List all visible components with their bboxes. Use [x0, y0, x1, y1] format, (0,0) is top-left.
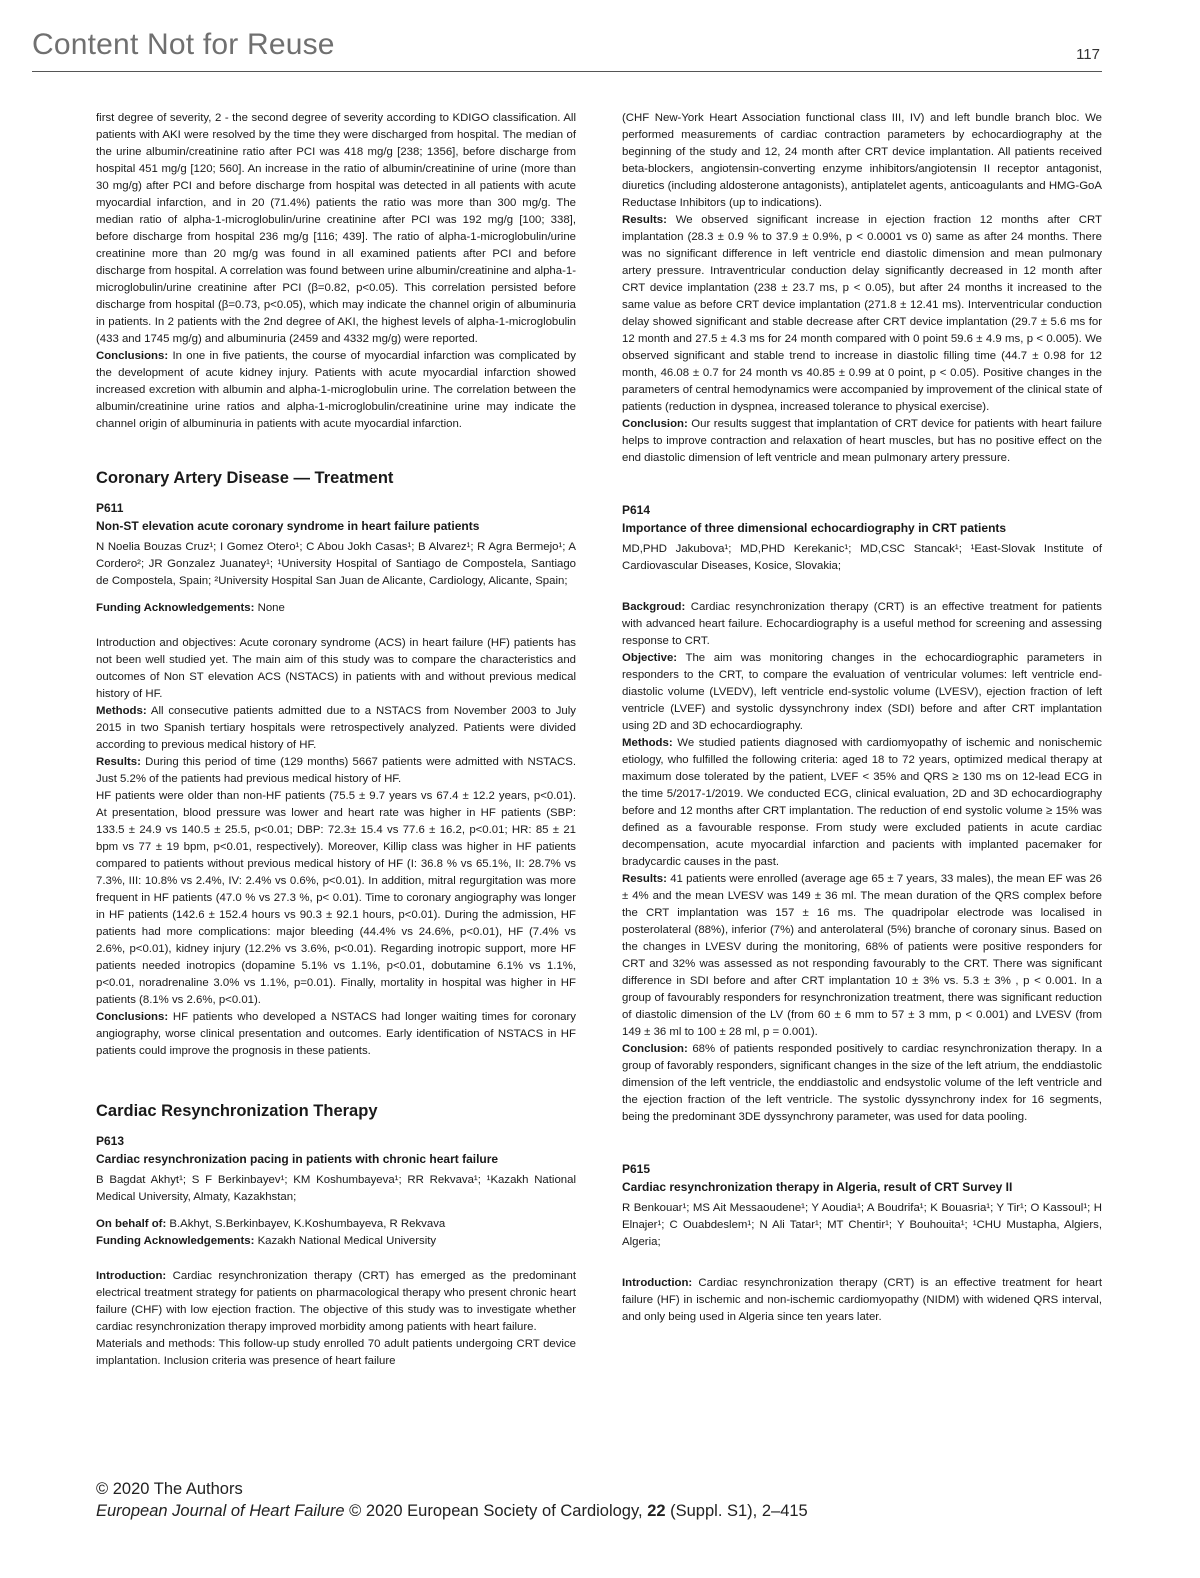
intro-p611: Introduction and objectives: Acute coronary syndrome (ACS) in heart failure (HF) patients has not been well studied yet. The main aim of this study was to compare the characteristics and outcomes of Non ST elevation ACS (NSTACS) in patients with and without previous medical history of HF. [96, 637, 576, 700]
abstract-id-p615: P615 [622, 1162, 651, 1176]
on-behalf-p613: On behalf of: B.Akhyt, S.Berkinbayev, K.Koshumbayeva, R Rekvava [96, 1218, 446, 1230]
header-rule [32, 71, 1102, 72]
footer-copyright: © 2020 The Authors [96, 1480, 243, 1498]
intro-p615: Introduction: Cardiac resynchronization therapy (CRT) is an effective treatment for heart failure (HF) in ischemic and non-ischemic cardiomyopathy (NIDM) with widened QRS interval, and only being used in Algeria since ten years later. [622, 1277, 1102, 1323]
background-p614: Backgroud: Cardiac resynchronization therapy (CRT) is an effective treatment for patients with advanced heart failure. Echocardiography is a useful method for screening and assessing response to CRT. [622, 601, 1102, 647]
abstract-title-p615: Cardiac resynchronization therapy in Algeria, result of CRT Survey II [622, 1180, 1013, 1194]
results-p613: Results: We observed significant increase in ejection fraction 12 months after CRT implantation (28.3 ± 0.9 % to 37.9 ± 0.9%, p < 0.0001 vs 0) same as after 24 months. There was no significant difference in left ventricle end diastolic dimension and mean pulmonary artery pressure. Intraventricular conduction delay significantly decreased in 12 month after CRT device implantation (238 ± 23.7 ms, p < 0.05), but after 24 months it increased to the same value as before CRT device implantation (271.8 ± 12.41 ms). Interventricular conduction delay showed significant and stable decrease after CRT device implantation (29.7 ± 5.6 ms for 12 month and 27.5 ± 4.3 ms for 24 month compared with 0 point 59.6 ± 4.9 ms, p < 0.005). We observed significant and stable trend to increase in diastolic filling time (44.7 ± 0.98 for 12 month, 46.08 ± 0.7 for 24 month vs 40.85 ± 0.99 at 0 point, p < 0.05). Positive changes in the parameters of central hemodynamics were accompanied by improvement of the clinical state of patients (reduction in dyspnea, increased tolerance to physical exercise). [622, 214, 1102, 413]
abstract-title-p613: Cardiac resynchronization pacing in patients with chronic heart failure [96, 1152, 499, 1166]
section-heading-coronary: Coronary Artery Disease — Treatment [96, 469, 394, 487]
authors-p615: R Benkouar¹; MS Ait Messaoudene¹; Y Aoudia¹; A Boudrifa¹; K Bouasria¹; Y Tir¹; O Kassoul¹; H Elnajer¹; C Ouabdeslem¹; N Ali Tatar¹; MT Chentir¹; Y Bouhouita¹; ¹CHU Mustapha, Algiers, Algeria; [622, 1202, 1102, 1248]
methods-p611: Methods: All consecutive patients admitted due to a NSTACS from November 2003 to July 2015 in two Spanish tertiary hospitals were retrospectively analyzed. Patients were divided according to previous medical history of HF. [96, 705, 576, 751]
conclusion-p614: Conclusion: 68% of patients responded positively to cardiac resynchronization therapy. In a group of favorably responders, significant changes in the size of the left atrium, the enddiastolic dimension of the left ventricle, the enddiastolic and endsystolic volume of the left ventricle and the ejection fraction of the left ventricle. The systolic dyssynchrony index for 16 segments, being the predominant 3DE dyssynchrony parameter, was used for data pooling. [622, 1043, 1102, 1123]
results-p611: Results: During this period of time (129 months) 5667 patients were admitted with NSTACS. Just 5.2% of the patients had previous medical history of HF. [96, 756, 576, 785]
authors-p614: MD,PHD Jakubova¹; MD,PHD Kerekanic¹; MD,CSC Stancak¹; ¹East-Slovak Institute of Cardiovascular Diseases, Kosice, Slovakia; [622, 543, 1102, 572]
funding-p613: Funding Acknowledgements: Kazakh National Medical University [96, 1235, 437, 1247]
header-title: Content Not for Reuse [32, 28, 335, 61]
results-detail-p611: HF patients were older than non-HF patients (75.5 ± 9.7 years vs 67.4 ± 12.2 years, p<0.01). At presentation, blood pressure was lower and heart rate was higher in HF patients (SBP: 133.5 ± 24.9 vs 140.5 ± 25.5, p<0.01; DBP: 72.3± 15.4 vs 77.6 ± 16.2, p<0.01; HR: 85 ± 21 bpm vs 77 ± 19 bpm, p<0.01, respectively). Moreover, Killip class was higher in HF patients compared to patients without previous medical history of HF (I: 36.8 % vs 65.1%, II: 28.7% vs 7.3%, III: 10.8% vs 2.4%, IV: 2.4% vs 0.6%, p<0.01). In addition, mitral regurgitation was more frequent in HF patients (47.0 % vs 27.3 %, p< 0.01). Time to coronary angiography was longer in HF patients (142.6 ± 152.4 hours vs 90.3 ± 92.1 hours, p<0.01). During the admission, HF patients had more complications: major bleeding (44.4% vs 24.6%, p<0.01), HF (7.4% vs 2.6%, p<0.01), kidney injury (12.2% vs 3.6%, p<0.01). Regarding inotropic support, more HF patients needed inotropics (dopamine 5.1% vs 1.1%, p<0.01, dobutamine 6.1% vs 1.1%, p<0.01, noradrenaline 3.0% vs 1.1%, p=0.01). Finally, mortality in hospital was higher in HF patients (8.1% vs 2.6%, p<0.01). [96, 790, 576, 1006]
conclusion-p613: Conclusion: Our results suggest that implantation of CRT device for patients with heart failure helps to improve contraction and relaxation of heart muscles, but has no positive effect on the end diastolic dimension of left ventricle and mean pulmonary artery pressure. [622, 418, 1102, 464]
funding-p611: Funding Acknowledgements: None [96, 602, 285, 614]
right-column [622, 110, 1102, 1326]
p613-continuation: (CHF New-York Heart Association functional class III, IV) and left bundle branch bloc. We performed measurements of cardiac contraction parameters by echocardiography at the beginning of the study and 12, 24 month after CRT device implantation. All patients received beta-blockers, angiotensin-converting enzyme inhibitors/angiotensin II receptor antagonist, diuretics (including aldosterone antagonists), antiplatelet agents, anticoagulants and HMG-GoA Reductase Inhibitors (up to indications). [622, 112, 1102, 209]
section-heading-crt: Cardiac Resynchronization Therapy [96, 1102, 378, 1120]
abstract-title-p611: Non-ST elevation acute coronary syndrome in heart failure patients [96, 519, 480, 533]
abstract-id-p611: P611 [96, 501, 124, 515]
results-p614: Results: 41 patients were enrolled (average age 65 ± 7 years, 33 males), the mean EF was 26 ± 4% and the mean LVESV was 149 ± 36 ml. The mean duration of the QRS complex before the CRT implantation was 157 ± 16 ms. The quadripolar electrode was localised in posterolateral (88%), inferior (7%) and anterolateral (5%) branche of coronary sinus. Based on the changes in LVESV during the monitoring, 68% of patients were positive responders for CRT and 32% was assessed as not responding favourably to the CRT. There was significant difference in SDI before and after CRT implantation 10 ± 3% vs. 5.3 ± 3% , p < 0.001. In a group of favourably responders for resynchronization treatment, there was significant reduction of diastolic dimension of the LV (from 60 ± 6 mm to 57 ± 3 mm, p < 0.001) and LVESV (from 149 ± 36 ml to 100 ± 28 ml, p = 0.001). [622, 873, 1102, 1038]
methods-p613: Materials and methods: This follow-up study enrolled 70 adult patients undergoing CRT device implantation. Inclusion criteria was presence of heart failure [96, 1338, 576, 1367]
methods-p614: Methods: We studied patients diagnosed with cardiomyopathy of ischemic and nonischemic etiology, who fulfilled the following criteria: aged 18 to 72 years, optimized medical therapy at maximum dose tolerated by the patient, LVEF < 35% and QRS ≥ 130 ms on 12-lead ECG in the time 5/2017-1/2019. We conducted ECG, clinical evaluation, 2D and 3D echocardiography before and 12 months after CRT implantation. The reduction of end systolic volume ≥ 15% was defined as a favourable response. From study were excluded patients in acute cardiac decompensation, acute myocardial infarction and pacients with implanted pacemaker for bradycardic causes in the past. [622, 737, 1102, 868]
footer-citation: European Journal of Heart Failure © 2020 European Society of Cardiology, 22 (Suppl. S1), 2–415 [96, 1502, 808, 1520]
objective-p614: Objective: The aim was monitoring changes in the echocardiographic parameters in responders to the CRT, to compare the evaluation of ventricular volumes: left ventricle end-diastolic volume (LVEDV), left ventricle end-systolic volume (LVESV), ejection fraction of left ventricle (LVEF) and systolic dyssynchrony index (SDI) before and after CRT implantation using 2D and 3D echocardiography. [622, 652, 1102, 732]
page-number: 117 [1076, 46, 1100, 63]
intro-continuation: first degree of severity, 2 - the second degree of severity according to KDIGO classification. All patients with AKI were resolved by the time they were discharged from hospital. The median of the urine albumin/creatinine ratio after PCI was 418 mg/g [238; 1356], before discharge from hospital 451 mg/g [120; 560]. An increase in the ratio of albumin/creatinine of urine (more than 30 mg/g) after PCI and before discharge from hospital was detected in all patients with acute myocardial infarction, and in 20 (71.4%) patients the ratio was more than 300 mg/g. The median ratio of alpha-1-microglobulin/urine creatinine after PCI was 192 mg/g [100; 338], before discharge from hospital 236 mg/g [116; 439]. The ratio of alpha-1-microglobulin/urine creatinine more than 20 mg/g was found in all examined patients after PCI and before discharge from hospital. A correlation was found between urine albumin/creatinine and alpha-1-microglobulin/urine creatinine after PCI (β=0.82, p<0.05). This correlation persisted before discharge from hospital (β=0.73, p<0.05), which may indicate the channel origin of albuminuria in patients. In 2 patients with the 2nd degree of AKI, the highest levels of alpha-1-microglobulin (433 and 1745 mg/g) and albuminuria (2459 and 4332 mg/g) were reported. [96, 112, 576, 345]
page-footer [96, 1478, 808, 1522]
abstract-title-p614: Importance of three dimensional echocardiography in CRT patients [622, 521, 1007, 535]
conclusions-p611: Conclusions: HF patients who developed a NSTACS had longer waiting times for coronary angiography, worse clinical presentation and outcomes. Early identification of NSTACS in HF patients could improve the prognosis in these patients. [96, 1011, 576, 1057]
abstract-id-p614: P614 [622, 503, 651, 517]
authors-p611: N Noelia Bouzas Cruz¹; I Gomez Otero¹; C Abou Jokh Casas¹; B Alvarez¹; R Agra Bermejo¹; A Cordero²; JR Gonzalez Juanatey¹; ¹University Hospital of Santiago de Compostela, Santiago de Compostela, Spain; ²University Hospital San Juan de Alicante, Cardiology, Alicante, Spain; [96, 541, 576, 587]
abstract-id-p613: P613 [96, 1134, 125, 1148]
left-column [96, 110, 576, 1370]
intro-p613: Introduction: Cardiac resynchronization therapy (CRT) has emerged as the predominant electrical treatment strategy for patients on pharmacological therapy who present chronic heart failure (CHF) with low ejection fraction. The objective of this study was to investigate whether cardiac resynchronization therapy improved morbidity among patients with heart failure. [96, 1270, 576, 1333]
conclusions-paragraph: Conclusions: In one in five patients, the course of myocardial infarction was complicated by the development of acute kidney injury. Patients with acute myocardial infarction showed increased excretion with albumin and alpha-1-microglobulin urine. The correlation between the albumin/creatinine urine ratios and alpha-1-microglobulin/creatinine urine may indicate the channel origin of albuminuria in patients with acute myocardial infarction. [96, 350, 576, 430]
authors-p613: B Bagdat Akhyt¹; S F Berkinbayev¹; KM Koshumbayeva¹; RR Rekvava¹; ¹Kazakh National Medical University, Almaty, Kazakhstan; [96, 1174, 576, 1203]
